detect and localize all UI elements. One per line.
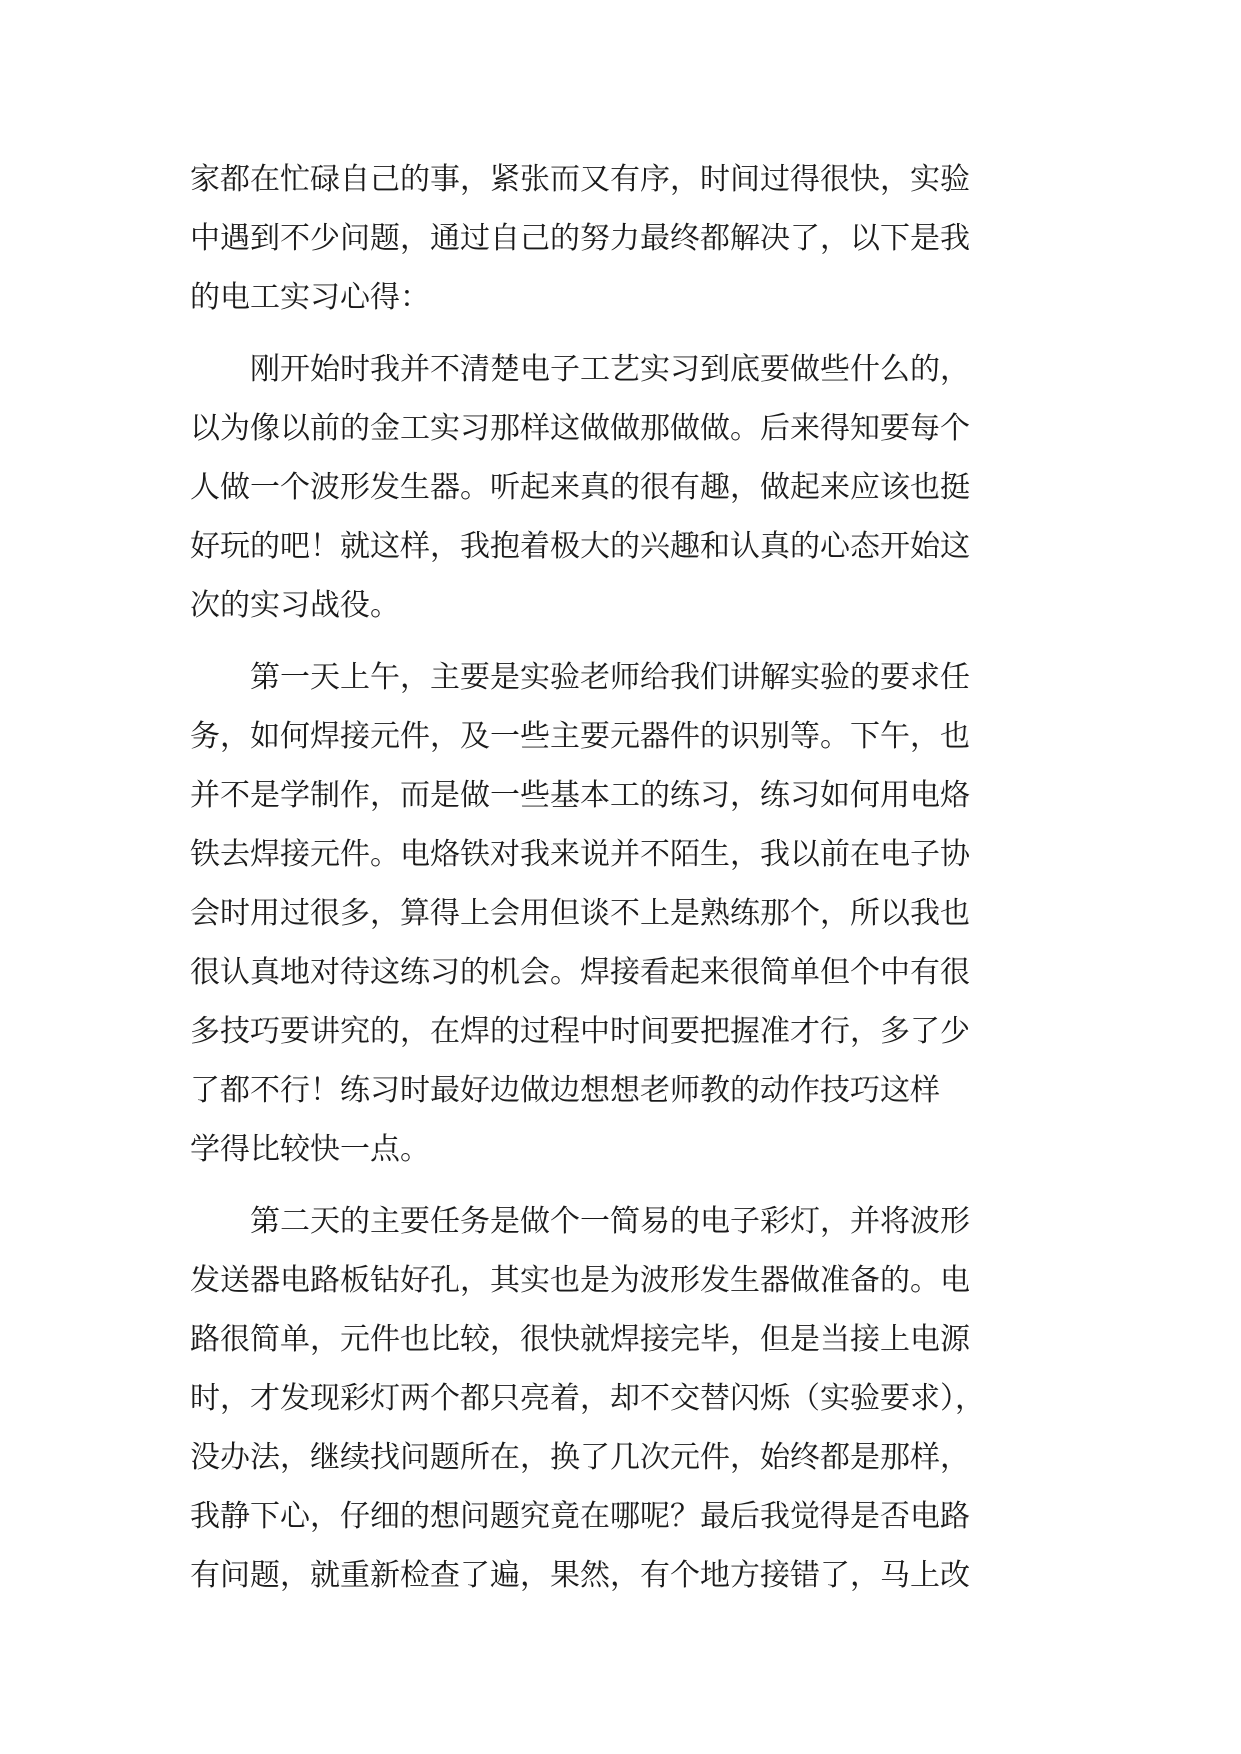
paragraph-2-line-6: 很认真地对待这练习的机会。焊接看起来很简单但个中有很 [190, 955, 970, 990]
text-line-2: 中遇到不少问题，通过自己的努力最终都解决了，以下是我 [190, 221, 970, 256]
paragraph-1-line-3: 人做一个波形发生器。听起来真的很有趣，做起来应该也挺 [190, 470, 970, 505]
paragraph-2-line-5: 会时用过很多，算得上会用但谈不上是熟练那个，所以我也 [190, 896, 970, 931]
paragraph-1-line-2: 以为像以前的金工实习那样这做做那做做。后来得知要每个 [190, 411, 970, 446]
paragraph-2-line-2: 务，如何焊接元件，及一些主要元器件的识别等。下午，也 [190, 719, 970, 754]
paragraph-1-line-4: 好玩的吧！就这样，我抱着极大的兴趣和认真的心态开始这 [190, 529, 970, 564]
paragraph-1-line-1: 刚开始时我并不清楚电子工艺实习到底要做些什么的， [250, 352, 970, 387]
paragraph-3-line-4: 时，才发现彩灯两个都只亮着，却不交替闪烁（实验要求）， [190, 1381, 985, 1416]
paragraph-3-line-6: 我静下心，仔细的想问题究竟在哪呢？最后我觉得是否电路 [190, 1499, 970, 1534]
paragraph-2-line-3: 并不是学制作，而是做一些基本工的练习，练习如何用电烙 [190, 778, 970, 813]
paragraph-2-line-4: 铁去焊接元件。电烙铁对我来说并不陌生，我以前在电子协 [190, 837, 970, 872]
paragraph-2-line-8: 了都不行！练习时最好边做边想想老师教的动作技巧这样 [190, 1073, 940, 1108]
paragraph-3-line-5: 没办法，继续找问题所在，换了几次元件，始终都是那样， [190, 1440, 970, 1475]
paragraph-1-line-5: 次的实习战役。 [190, 588, 400, 623]
paragraph-2-line-7: 多技巧要讲究的，在焊的过程中时间要把握准才行，多了少 [190, 1014, 970, 1049]
text-line-3: 的电工实习心得： [190, 280, 430, 315]
text-line-1: 家都在忙碌自己的事，紧张而又有序，时间过得很快，实验 [190, 162, 970, 197]
paragraph-2-line-1: 第一天上午，主要是实验老师给我们讲解实验的要求任 [250, 660, 970, 695]
paragraph-3-line-3: 路很简单，元件也比较，很快就焊接完毕，但是当接上电源 [190, 1322, 970, 1357]
paragraph-2-line-9: 学得比较快一点。 [190, 1132, 430, 1167]
paragraph-3-line-7: 有问题，就重新检查了遍，果然，有个地方接错了，马上改 [190, 1558, 970, 1593]
paragraph-3-line-2: 发送器电路板钻好孔，其实也是为波形发生器做准备的。电 [190, 1263, 970, 1298]
paragraph-3-line-1: 第二天的主要任务是做个一简易的电子彩灯，并将波形 [250, 1204, 970, 1239]
